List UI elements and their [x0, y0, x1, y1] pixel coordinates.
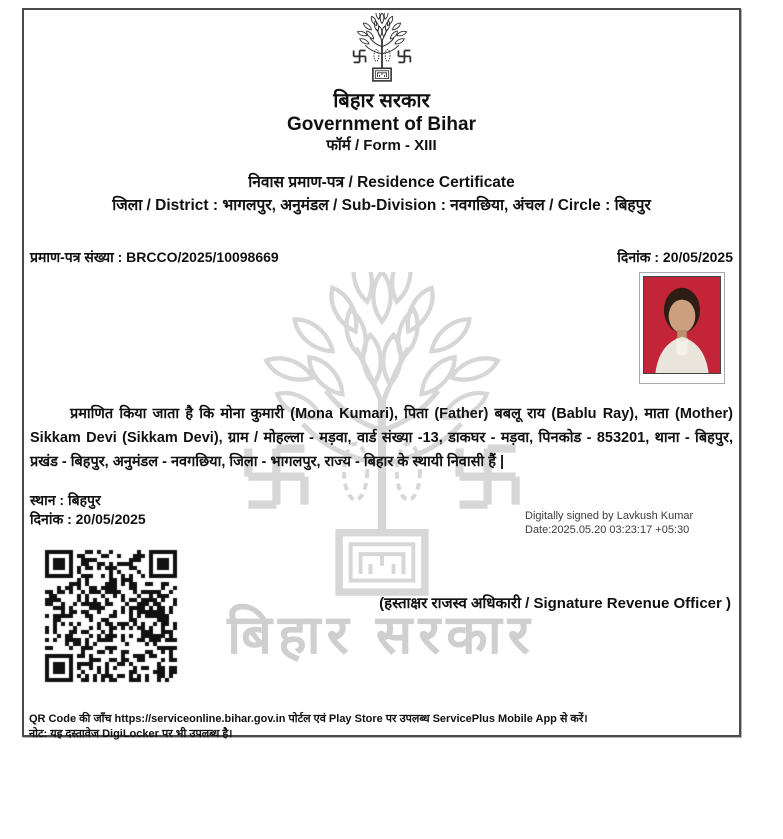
certificate-date: दिनांक : 20/05/2025: [617, 249, 733, 265]
document-header: [24, 10, 739, 216]
qr-code: [29, 534, 193, 698]
applicant-portrait-icon: [643, 276, 721, 374]
footer-notes: [29, 712, 734, 742]
certificate-meta-row: [30, 248, 733, 267]
digital-signature-block: [525, 509, 731, 537]
district-subdivision-circle-line: जिला / District : भागलपुर, अनुमंडल / Sub-Division : नवगछिया, अंचल / Circle : बिहपुर: [112, 197, 651, 214]
govt-name-english: Government of Bihar: [287, 114, 476, 135]
certificate-body-text: प्रमाणित किया जाता है कि मोना कुमारी (Mona Kumari), पिता (Father) बबलू राय (Bablu Ray), माता (Mother) Sikkam Devi (Sikkam Devi), ग्राम / मोहल्ला - मड़वा, वार्ड संख्या -13, डाकघर - मड़वा, पिनकोड - 853201, थाना - बिहपुर, प्रखंड - बिहपुर, अनुमंडल - नवगछिया, जिला - भागलपुर, राज्य - बिहार के स्थायी निवासी हैं |: [30, 406, 733, 470]
certificate-title: निवास प्रमाण-पत्र / Residence Certificate: [248, 174, 515, 191]
footer-note-digilocker: नोट: यह दस्तावेज DigiLocker पर भी उपलब्ध है।: [29, 728, 233, 740]
bihar-govt-emblem-icon: [345, 13, 419, 83]
certificate-number: प्रमाण-पत्र संख्या : BRCCO/2025/10098669: [30, 249, 279, 265]
applicant-photo: [639, 272, 725, 384]
footer-note-qr-verification: QR Code की जाँच https://serviceonline.bihar.gov.in पोर्टल एवं Play Store पर उपलब्ध ServicePlus Mobile App से करें।: [29, 713, 588, 725]
form-number-line: फॉर्म / Form - XIII: [326, 137, 437, 154]
issue-place: स्थान : बिहपुर: [30, 492, 101, 508]
issue-date: दिनांक : 20/05/2025: [30, 511, 146, 527]
digital-signature-signer: Digitally signed by Lavkush Kumar: [525, 510, 694, 522]
watermark-text: बिहार सरकार: [227, 605, 536, 665]
digital-signature-date: Date:2025.05.20 03:23:17 +05:30: [525, 524, 690, 536]
govt-name-hindi: बिहार सरकार: [333, 90, 430, 112]
residence-certificate-document: [22, 8, 741, 740]
revenue-officer-signature-line: (हस्ताक्षर राजस्व अधिकारी / Signature Revenue Officer ): [379, 595, 731, 612]
issue-place-date-block: [30, 491, 146, 529]
